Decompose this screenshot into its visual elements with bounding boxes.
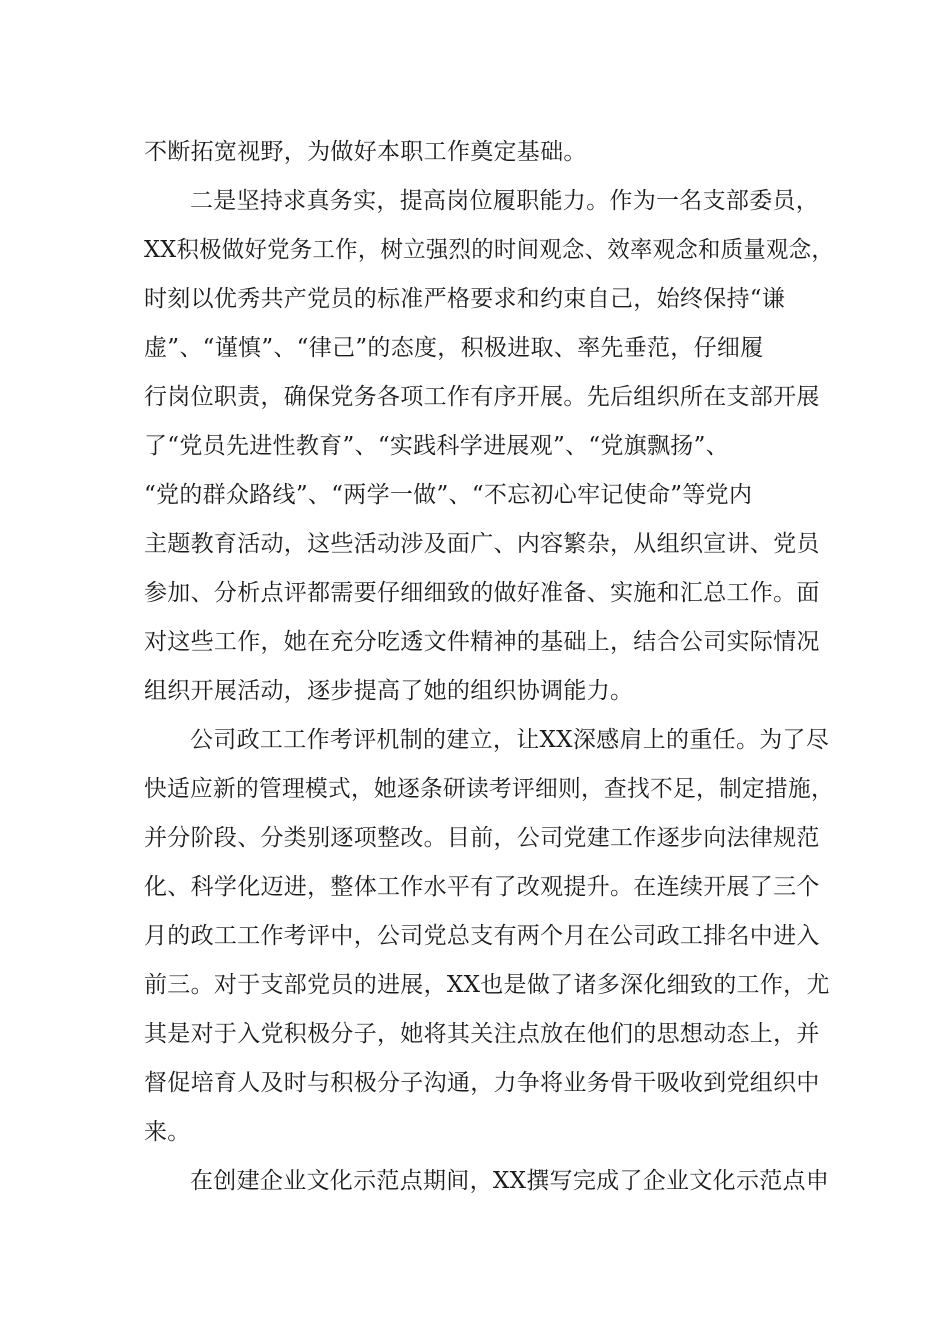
text-line: 二是坚持求真务实，提高岗位履职能力。作为一名支部委员， (190, 188, 820, 214)
text-line: 主题教育活动，这些活动涉及面广、内容繁杂，从组织宣讲、党员 (144, 531, 820, 557)
text-line: 快适应新的管理模式，她逐条研读考评细则，查找不足，制定措施， (144, 776, 834, 802)
text-line: 参加、分析点评都需要仔细细致的做好准备、实施和汇总工作。面 (144, 580, 820, 606)
text-line: 化、科学化迈进，整体工作水平有了改观提升。在连续开展了三个 (144, 874, 820, 900)
text-line: 公司政工工作考评机制的建立，让XX深感肩上的重任。为了尽 (190, 727, 830, 753)
text-line: 其是对于入党积极分子，她将其关注点放在他们的思想动态上，并 (144, 1021, 820, 1047)
text-line: 虚”、“谨慎”、“律己”的态度，积极进取、率先垂范，仔细履 (144, 335, 764, 361)
text-line: 在创建企业文化示范点期间，XX撰写完成了企业文化示范点申 (190, 1168, 830, 1194)
text-line: 了“党员先进性教育”、“实践科学进展观”、“党旗飘扬”、 (144, 433, 729, 459)
text-line: 不断拓宽视野，为做好本职工作奠定基础。 (144, 139, 587, 165)
text-line: “党的群众路线”、“两学一做”、“不忘初心牢记使命”等党内 (144, 482, 753, 508)
text-line: 时刻以优秀共产党员的标准严格要求和约束自己，始终保持“谦 (144, 286, 786, 312)
paragraph-3 (144, 716, 834, 1157)
paragraph-1 (144, 128, 834, 177)
text-line: 督促培育人及时与积极分子沟通，力争将业务骨干吸收到党组织中 (144, 1070, 820, 1096)
document-body (144, 128, 834, 1206)
text-line: 前三。对于支部党员的进展，XX也是做了诸多深化细致的工作，尤 (144, 972, 830, 998)
text-line: 来。 (144, 1119, 191, 1145)
text-line: 月的政工工作考评中，公司党总支有两个月在公司政工排名中进入 (144, 923, 820, 949)
paragraph-4 (144, 1157, 834, 1206)
text-line: 行岗位职责，确保党务各项工作有序开展。先后组织所在支部开展 (144, 384, 820, 410)
paragraph-2 (144, 177, 834, 716)
text-line: XX积极做好党务工作，树立强烈的时间观念、效率观念和质量观念， (144, 237, 835, 263)
text-line: 组织开展活动，逐步提高了她的组织协调能力。 (144, 678, 634, 704)
text-line: 对这些工作，她在充分吃透文件精神的基础上，结合公司实际情况 (144, 629, 820, 655)
text-line: 并分阶段、分类别逐项整改。目前，公司党建工作逐步向法律规范 (144, 825, 820, 851)
